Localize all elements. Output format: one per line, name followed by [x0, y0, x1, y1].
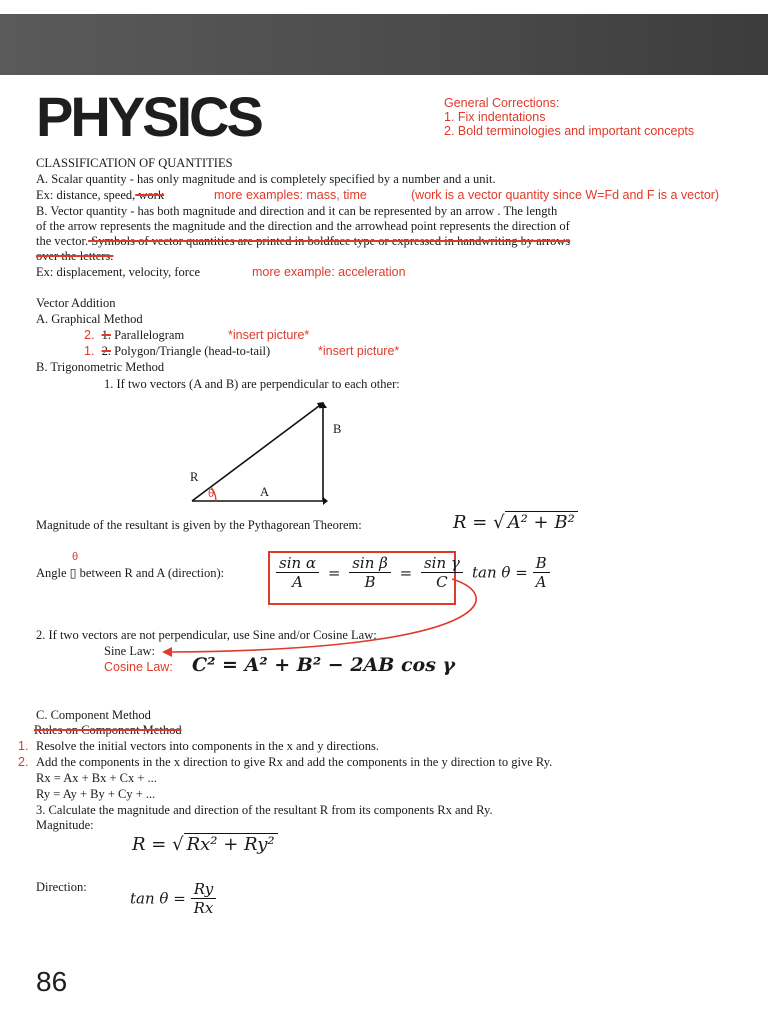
theta-mark: θ: [72, 551, 79, 563]
rx-sum: Rx = Ax + Bx + Cx + ...: [36, 771, 157, 785]
eq-2: =: [399, 563, 413, 582]
component-magnitude-formula: [132, 834, 278, 855]
trig-item-1: 1. If two vectors (A and B) are perpendicular to each other:: [104, 377, 400, 391]
header-banner-top: [0, 0, 768, 14]
correction-item-1: 1. Fix indentations: [444, 110, 546, 124]
component-step-2: Add the components in the x direction to give Rx and add the components in the y direction to give Ry.: [36, 755, 553, 769]
dir-fraction: [191, 880, 217, 917]
list-item-polygon: [84, 344, 270, 359]
correction-item-2: 2. Bold terminologies and important concepts: [444, 124, 695, 138]
scalar-note-examples: more examples: mass, time: [214, 188, 367, 202]
scalar-struck-word: work: [135, 188, 165, 202]
rules-struck-heading: Rules on Component Method: [34, 723, 182, 737]
tan-fraction: [533, 554, 550, 591]
scalar-definition: A. Scalar quantity - has only magnitude and is completely specified by a number and a unit.: [36, 172, 496, 186]
formula-lhs: R: [453, 512, 467, 533]
denominator: Rx: [193, 899, 214, 917]
item-number-new: 2.: [84, 328, 95, 342]
numerator: B: [533, 554, 550, 573]
vector-examples: Ex: displacement, velocity, force: [36, 265, 201, 279]
component-step-3: 3. Calculate the magnitude and direction of the resultant R from its components Rx and Ry.: [36, 803, 493, 817]
magnitude-label: Magnitude:: [36, 818, 94, 832]
vector-definition-line-1: B. Vector quantity - has both magnitude and direction and it can be represented by an arrow . The length: [36, 204, 558, 218]
graphical-method-heading: A. Graphical Method: [36, 312, 143, 326]
scalar-note-work: (work is a vector quantity since W=Fd and F is a vector): [411, 188, 720, 202]
denominator: C: [436, 573, 448, 591]
denominator: A: [292, 573, 303, 591]
trig-method-heading: B. Trigonometric Method: [36, 360, 165, 374]
parallelogram-note: *insert picture*: [228, 328, 310, 342]
laws-item-2: 2. If two vectors are not perpendicular, use Sine and/or Cosine Law:: [36, 628, 377, 642]
cosine-law-formula: C² = A² + B² − 2AB cos γ: [192, 654, 456, 676]
component-step-1: Resolve the initial vectors into components in the x and y directions.: [36, 739, 379, 753]
sqrt-sign: √: [493, 512, 505, 533]
vector-struck-sentence-2: over the letters.: [36, 249, 114, 263]
magnitude-text: Magnitude of the resultant is given by the Pythagorean Theorem:: [36, 518, 362, 532]
tan-lhs: tan θ =: [472, 563, 528, 582]
cosine-law-label: Cosine Law:: [104, 660, 173, 674]
denominator: B: [364, 573, 376, 591]
eq-1: =: [327, 563, 341, 582]
numerator: sin α: [276, 554, 319, 573]
item-label: Polygon/Triangle (head-to-tail): [114, 344, 271, 358]
vector-definition-line-3-text: the vector.: [36, 234, 89, 248]
scalar-examples: [36, 188, 164, 203]
component-direction-formula: [130, 880, 216, 917]
page-number: 86: [36, 966, 68, 997]
mag-lhs: R =: [132, 834, 167, 855]
vector-definition-line-3: [36, 234, 570, 249]
vector-r-line: [192, 406, 319, 501]
corrections-heading: General Corrections:: [444, 96, 560, 110]
vector-struck-sentence-1: Symbols of vector quantities are printed in boldface type or expressed in handwriting by arrows: [88, 234, 571, 248]
triangle-label-r: R: [190, 470, 199, 484]
triangle-label-theta: θ: [208, 488, 215, 500]
item-number-new: 1.: [84, 344, 95, 358]
vector-definition-line-2: of the arrow represents the magnitude and the direction and the arrowhead point represents the direction of: [36, 219, 570, 233]
sqrt-sign: √: [172, 834, 184, 855]
numerator: Ry: [191, 880, 217, 899]
vector-note: more example: acceleration: [252, 265, 406, 279]
triangle-label-a: A: [260, 485, 270, 499]
section-heading-classification: CLASSIFICATION OF QUANTITIES: [36, 156, 233, 170]
item-label: Parallelogram: [114, 328, 185, 342]
item-number-old: 1.: [101, 328, 111, 342]
ry-sum: Ry = Ay + By + Cy + ...: [36, 787, 156, 801]
list-item-parallelogram: [84, 328, 184, 343]
section-heading-vector-addition: Vector Addition: [36, 296, 116, 310]
numerator: sin β: [349, 554, 391, 573]
formula-eq: =: [472, 512, 488, 533]
direction-label: Direction:: [36, 880, 87, 894]
step-number-1: 1.: [18, 739, 29, 753]
step-number-2: 2.: [18, 755, 29, 769]
page-title: PHYSICS: [36, 85, 261, 148]
component-method-heading: C. Component Method: [36, 708, 151, 722]
polygon-note: *insert picture*: [318, 344, 400, 358]
denominator: A: [535, 573, 547, 591]
radicand: A² + B²: [505, 511, 578, 533]
triangle-label-b: B: [333, 422, 342, 436]
angle-text: Angle ▯ between R and A (direction):: [36, 566, 225, 580]
scalar-examples-text: Ex: distance, speed,: [36, 188, 136, 202]
numerator: sin γ: [421, 554, 463, 573]
dir-lhs: tan θ =: [130, 889, 186, 908]
sine-law-label: Sine Law:: [104, 644, 156, 658]
item-number-old: 2.: [101, 344, 111, 358]
correction-arrow: [150, 565, 510, 660]
pythagorean-formula: [453, 512, 578, 533]
radicand: Rx² + Ry²: [184, 833, 278, 855]
correction-arrowhead: [162, 647, 172, 657]
